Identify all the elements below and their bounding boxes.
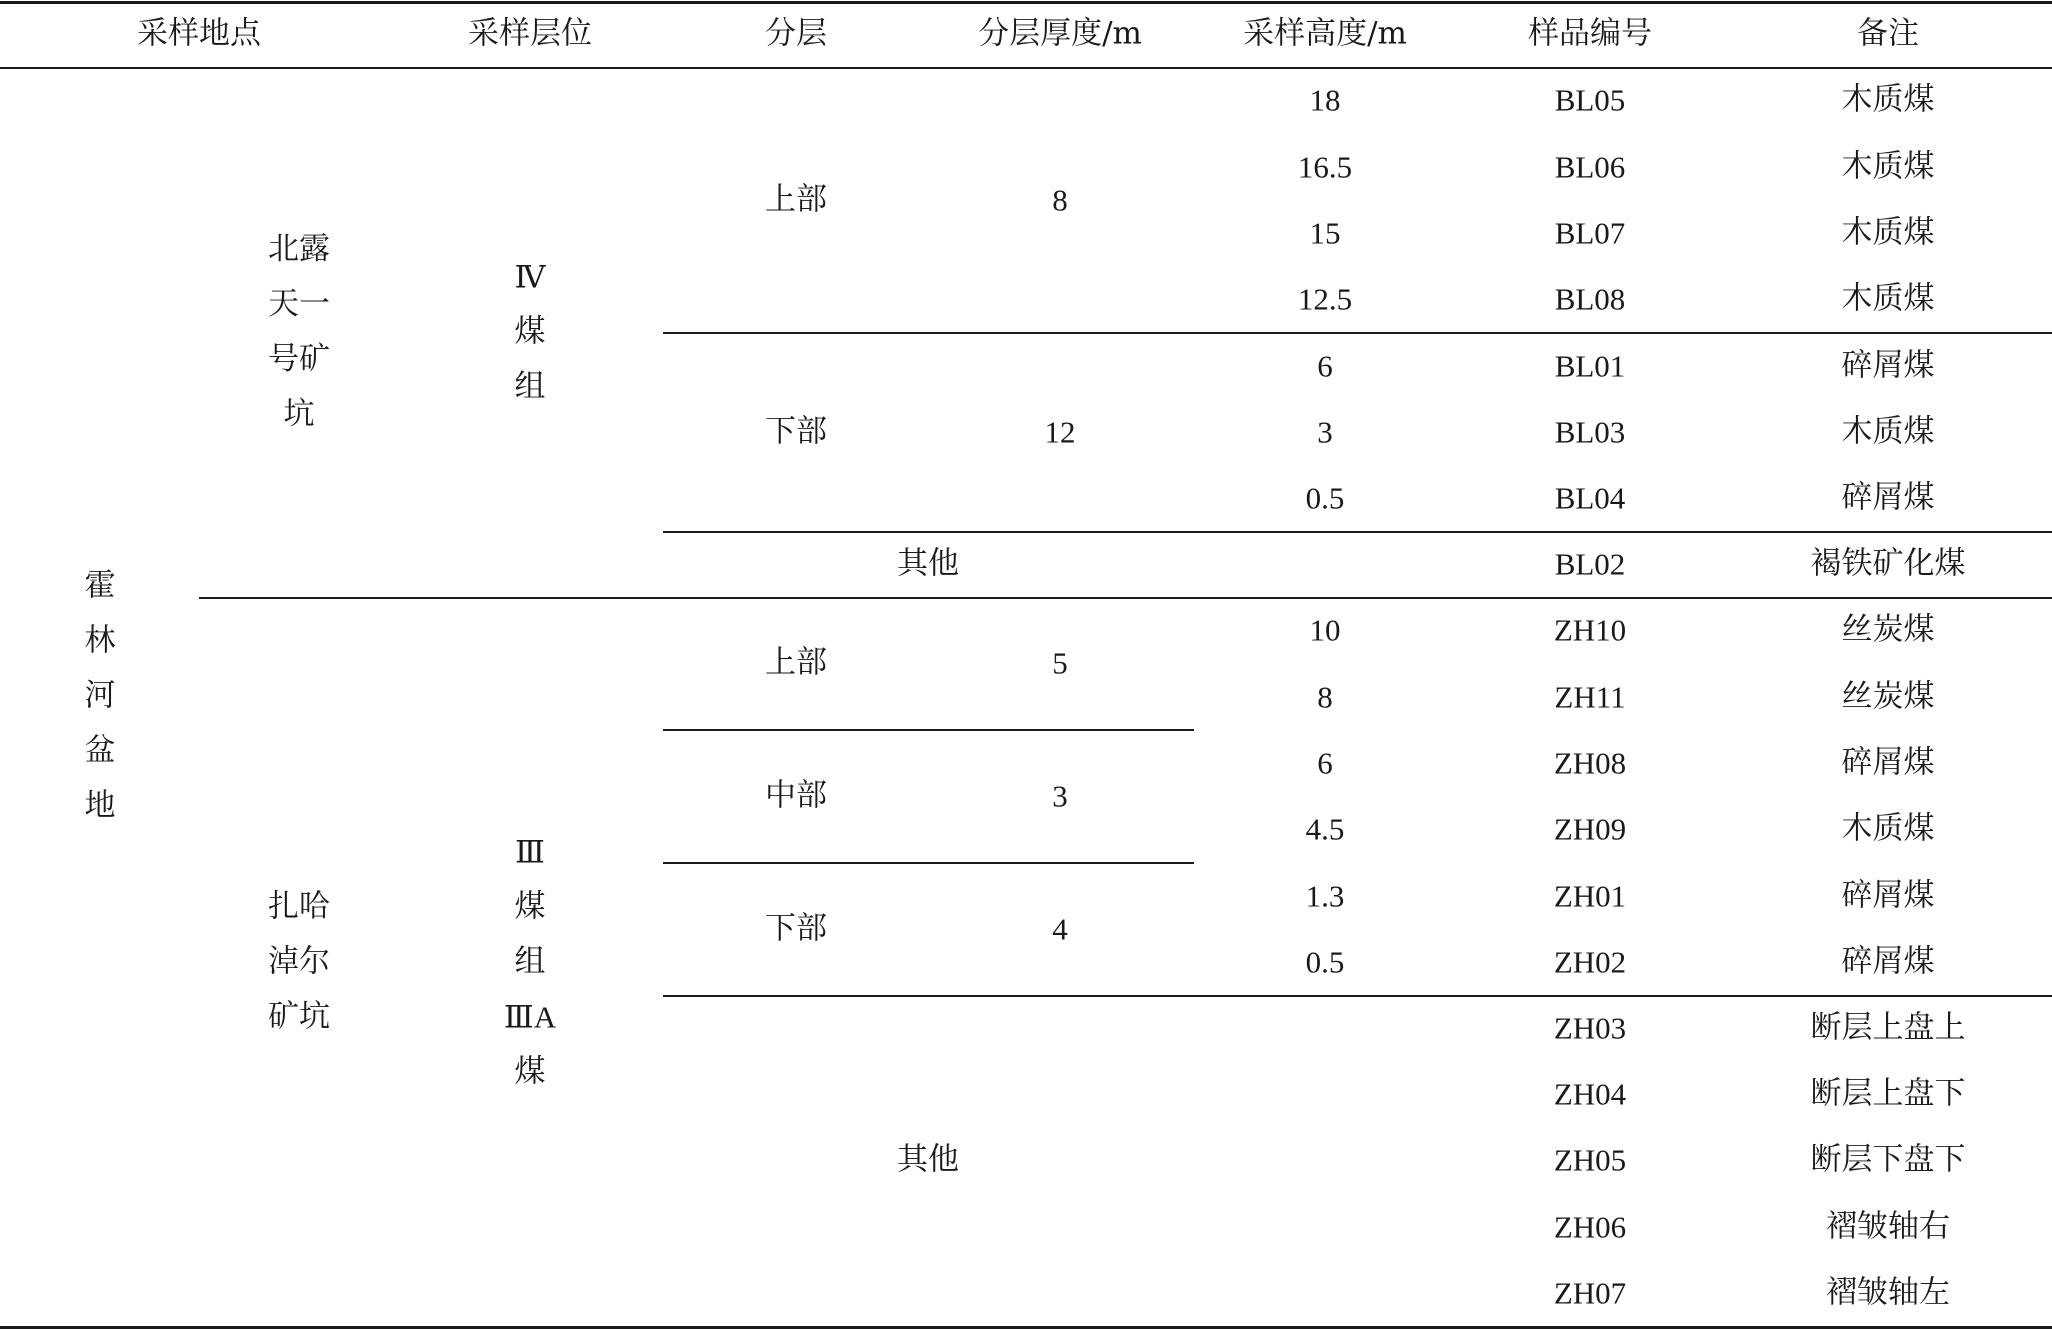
sample-id: ZH11 xyxy=(1554,679,1626,715)
basin-name xyxy=(85,559,116,834)
zh-thickness-upper: 5 xyxy=(1052,645,1068,681)
sample-remark: 木质煤 xyxy=(1841,810,1935,847)
sample-remark: 褐铁矿化煤 xyxy=(1810,545,1966,582)
zh-layer-lower: 下部 xyxy=(765,910,827,947)
sample-id: ZH07 xyxy=(1553,1275,1627,1311)
sample-height: 12.5 xyxy=(1297,281,1353,317)
horizon-line: ⅢA xyxy=(503,999,557,1035)
mine-name-line: 淖尔 xyxy=(268,943,330,980)
mine-name-line: 扎哈 xyxy=(268,888,330,925)
sample-id: ZH08 xyxy=(1553,745,1627,781)
mine-name-line: 号矿 xyxy=(268,341,330,377)
basin-char: 地 xyxy=(84,787,116,824)
zh-layer-upper: 上部 xyxy=(765,644,827,681)
sample-id: ZH01 xyxy=(1553,878,1627,914)
mine-name-line: 北露 xyxy=(268,231,330,267)
sample-remark: 碎屑煤 xyxy=(1841,744,1935,781)
sample-remark: 木质煤 xyxy=(1841,148,1935,185)
sample-remark: 木质煤 xyxy=(1841,280,1935,317)
bl-other-divider xyxy=(663,531,2052,533)
sample-remark: 断层下盘下 xyxy=(1810,1141,1966,1178)
sample-id: ZH04 xyxy=(1553,1076,1627,1112)
zh-other-label: 其他 xyxy=(897,1141,959,1178)
sample-remark: 木质煤 xyxy=(1841,81,1935,118)
sample-id: BL07 xyxy=(1554,215,1626,251)
bl-layer-upper: 上部 xyxy=(765,181,827,218)
sample-height: 0.5 xyxy=(1305,480,1345,516)
horizon-line: 煤 xyxy=(514,313,546,350)
sample-remark: 碎屑煤 xyxy=(1841,877,1935,914)
horizon-line: 煤 xyxy=(514,1053,546,1090)
zh-layer-middle: 中部 xyxy=(765,777,827,814)
sample-remark: 褶皱轴右 xyxy=(1826,1208,1950,1245)
mine-name-line: 矿坑 xyxy=(268,998,330,1035)
table-top-rule xyxy=(0,1,2052,4)
zh-other-divider xyxy=(663,995,2052,997)
horizon-line: 组 xyxy=(514,368,546,405)
header-bottom-rule xyxy=(0,67,2052,69)
sample-id: BL05 xyxy=(1554,82,1626,118)
sample-remark: 褶皱轴左 xyxy=(1826,1274,1950,1311)
sample-height: 0.5 xyxy=(1305,944,1345,980)
sample-remark: 木质煤 xyxy=(1841,214,1935,251)
sample-id: BL01 xyxy=(1554,348,1626,384)
sample-remark: 木质煤 xyxy=(1841,413,1935,450)
mine-bl-horizon xyxy=(515,250,546,415)
bl-thickness-upper: 8 xyxy=(1052,182,1068,218)
mine-zh-horizon xyxy=(504,825,556,1100)
sample-id: ZH05 xyxy=(1553,1142,1627,1178)
sample-height: 4.5 xyxy=(1305,811,1345,847)
zh-middle-divider xyxy=(663,862,1194,864)
table-bottom-rule xyxy=(0,1326,2052,1329)
sample-id: ZH06 xyxy=(1553,1209,1627,1245)
bl-layer-divider xyxy=(663,332,2052,334)
header-horizon: 采样层位 xyxy=(468,15,592,52)
header-layer: 分层 xyxy=(765,15,827,52)
sample-id: BL08 xyxy=(1554,281,1626,317)
mine-bl-name xyxy=(268,222,330,442)
zh-thickness-lower: 4 xyxy=(1052,911,1068,947)
basin-char: 河 xyxy=(84,677,116,714)
header-height: 采样高度/m xyxy=(1243,15,1407,52)
sample-height: 6 xyxy=(1317,348,1333,384)
sample-height: 1.3 xyxy=(1305,878,1345,914)
sample-id: ZH03 xyxy=(1553,1010,1627,1046)
sample-height: 10 xyxy=(1309,612,1341,648)
sample-remark: 丝炭煤 xyxy=(1841,678,1935,715)
sample-id: BL04 xyxy=(1554,480,1626,516)
header-location: 采样地点 xyxy=(137,15,261,52)
sample-id: BL06 xyxy=(1554,149,1626,185)
bl-thickness-lower: 12 xyxy=(1044,414,1076,450)
header-remark: 备注 xyxy=(1857,15,1919,52)
sample-remark: 碎屑煤 xyxy=(1841,347,1935,384)
sample-id: ZH09 xyxy=(1553,811,1627,847)
sample-height: 6 xyxy=(1317,745,1333,781)
zh-upper-divider xyxy=(663,729,1194,731)
sample-remark: 丝炭煤 xyxy=(1841,611,1935,648)
mine-name-line: 天一 xyxy=(268,286,330,322)
sample-height: 18 xyxy=(1309,82,1341,118)
horizon-line: Ⅳ xyxy=(514,259,546,295)
sample-id: ZH10 xyxy=(1553,612,1627,648)
mine-zh-name xyxy=(268,880,330,1045)
bl-layer-lower: 下部 xyxy=(765,413,827,450)
mine-name-line: 坑 xyxy=(283,396,315,432)
sample-id: BL02 xyxy=(1554,546,1626,582)
basin-char: 林 xyxy=(84,622,116,659)
sample-remark: 碎屑煤 xyxy=(1841,479,1935,516)
horizon-line: 煤 xyxy=(514,888,546,925)
sample-remark: 断层上盘上 xyxy=(1810,1009,1966,1046)
basin-char: 霍 xyxy=(84,567,116,604)
horizon-line: Ⅲ xyxy=(515,834,545,870)
sample-id: BL03 xyxy=(1554,414,1626,450)
sample-height: 16.5 xyxy=(1297,149,1353,185)
horizon-line: 组 xyxy=(514,943,546,980)
sample-height: 8 xyxy=(1317,679,1333,715)
sample-height: 15 xyxy=(1309,215,1341,251)
sample-remark: 碎屑煤 xyxy=(1841,943,1935,980)
zh-thickness-middle: 3 xyxy=(1052,778,1068,814)
mine-divider xyxy=(199,597,2052,599)
basin-char: 盆 xyxy=(84,732,116,769)
sample-height: 3 xyxy=(1317,414,1333,450)
bl-other-label: 其他 xyxy=(897,545,959,582)
header-thickness: 分层厚度/m xyxy=(978,15,1142,52)
header-sample-id: 样品编号 xyxy=(1528,15,1652,52)
sample-remark: 断层上盘下 xyxy=(1810,1075,1966,1112)
sample-id: ZH02 xyxy=(1553,944,1627,980)
